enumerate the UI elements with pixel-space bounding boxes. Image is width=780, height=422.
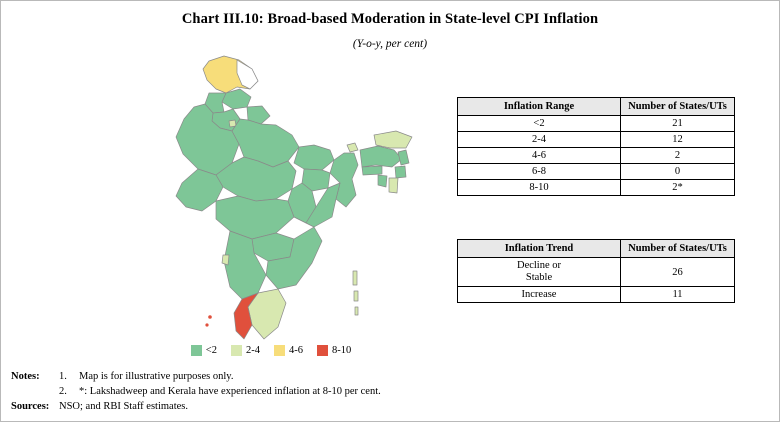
india-choropleth-map [106,49,436,349]
cell-count: 11 [621,287,735,303]
table-header-row [458,240,735,258]
state-mizoram [389,178,398,193]
state-bihar [294,145,334,170]
state-manipur [395,166,406,178]
state-goa [222,255,229,265]
note-row [11,384,771,399]
cell-range: 6-8 [458,164,621,180]
state-arunachal-pradesh [374,131,412,148]
note-text: Map is for illustrative purposes only. [79,371,234,382]
table-row [458,148,735,164]
state-assam [360,146,402,167]
cell-count: 26 [621,258,735,287]
state-sikkim [347,143,358,152]
column-header-number-of-states: Number of States/UTs [621,240,735,258]
ut-lakshadweep [205,323,208,326]
cell-range: 2-4 [458,132,621,148]
legend-item [231,345,260,356]
map-legend [121,345,421,356]
table-row [458,287,735,303]
cell-count: 2* [621,180,735,196]
state-nagaland [398,150,409,165]
state-telangana [252,233,294,261]
sources-text: NSO; and RBI Staff estimates. [59,401,189,413]
state-tripura [378,175,387,187]
legend-item [191,345,217,356]
column-header-number-of-states: Number of States/UTs [621,98,735,116]
legend-label: 4-6 [288,345,303,356]
ut-andaman-nicobar [355,307,358,315]
state-meghalaya [362,166,382,175]
cell-trend-line1: Decline or [516,260,562,271]
table-row [458,164,735,180]
sources-label: Sources: [11,401,50,413]
page-title: Chart III.10: Broad-based Moderation in State-level CPI Inflation [181,11,599,27]
ut-andaman-nicobar [354,291,358,301]
cell-count: 2 [621,148,735,164]
state-maharashtra [216,196,294,239]
note-text: *: Lakshadweep and Kerala have experienced inflation at 8-10 per cent. [79,386,381,398]
table-row [458,132,735,148]
note-row [11,369,771,384]
cell-range: 4-6 [458,148,621,164]
chart-subtitle: (Y-o-y, per cent) [352,38,428,50]
ut-andaman-nicobar [353,271,357,285]
sources-row [11,399,771,414]
legend-label: 8-10 [331,345,352,356]
legend-swatch-4-6 [274,345,285,356]
column-header-inflation-trend: Inflation Trend [458,240,621,258]
cell-count: 21 [621,116,735,132]
ut-lakshadweep [208,315,212,319]
note-number: 2. [59,386,67,398]
inflation-range-table [457,97,735,196]
cell-range: 8-10 [458,180,621,196]
notes-label: Notes: [11,371,40,382]
cell-range: <2 [458,116,621,132]
legend-label: 2-4 [245,345,260,356]
legend-swatch-lt2 [191,345,202,356]
cell-count: 0 [621,164,735,180]
legend-item [274,345,303,356]
inflation-trend-table [457,239,735,303]
notes-block [11,369,771,415]
table-header-row [458,98,735,116]
table-row [458,180,735,196]
legend-item [317,345,351,356]
table-row [458,116,735,132]
table-row [458,258,735,287]
note-number: 1. [59,371,67,382]
legend-label: <2 [205,345,217,356]
cell-trend-line2: Stable [525,272,553,284]
cell-count: 12 [621,132,735,148]
legend-swatch-8-10 [317,345,328,356]
legend-swatch-2-4 [231,345,242,356]
cell-trend: Increase [458,287,621,303]
column-header-inflation-range: Inflation Range [458,98,621,116]
cell-trend [458,258,621,287]
